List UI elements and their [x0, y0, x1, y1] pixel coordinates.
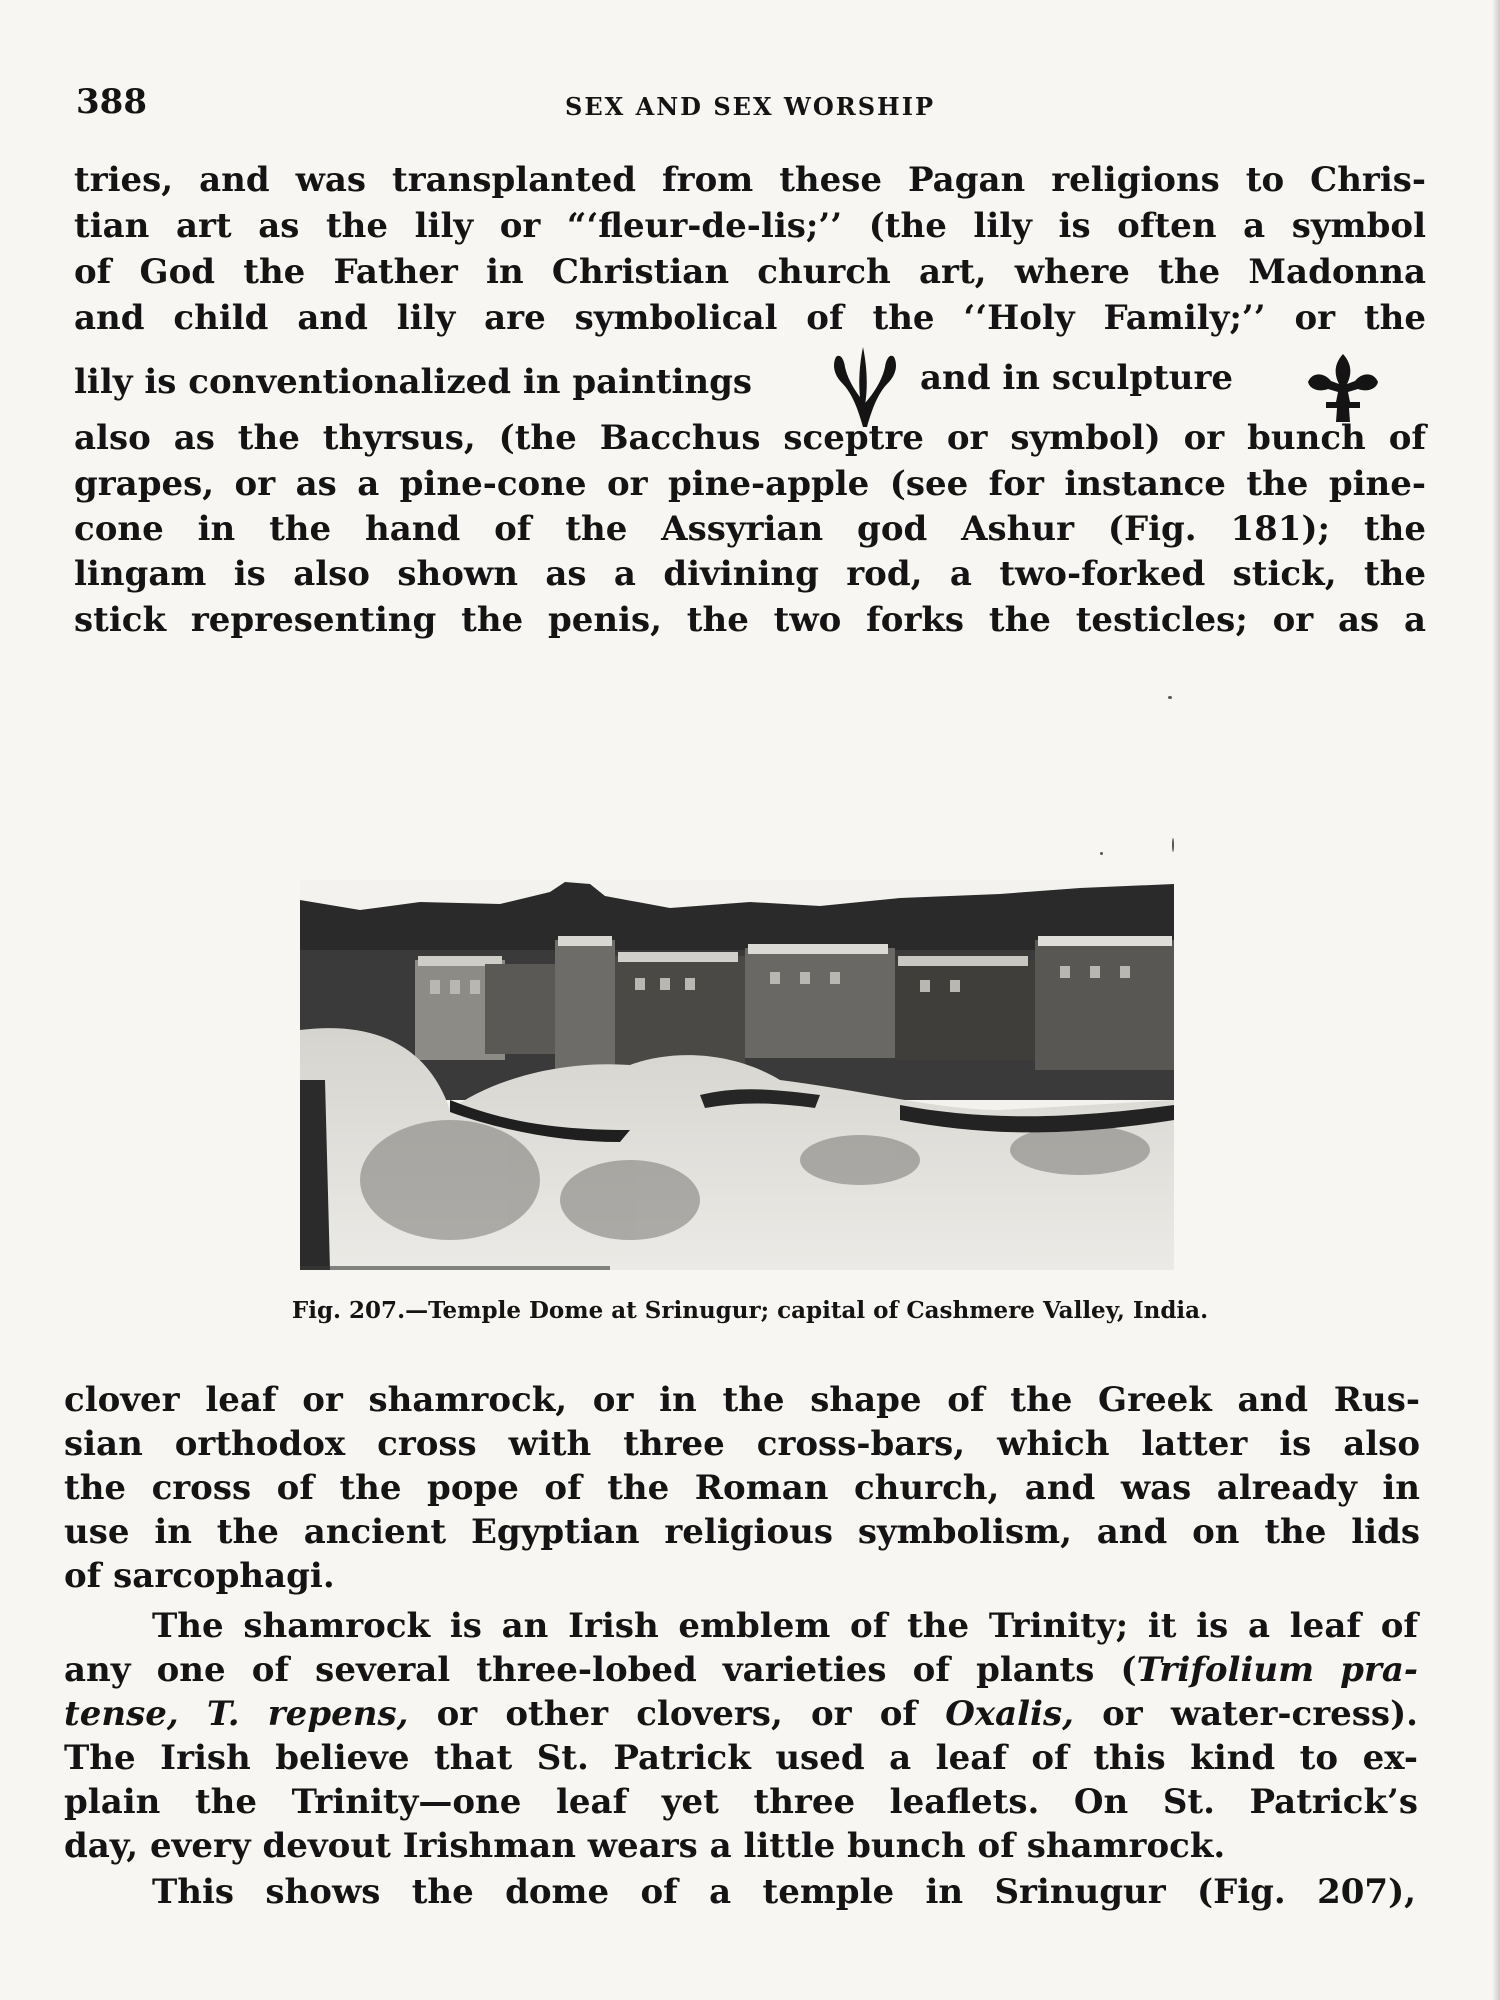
text-line-part: and in sculpture: [920, 358, 1234, 398]
figure-caption: Fig. 207.—Temple Dome at Srinugur; capital of Cashmere Valley, India.: [291, 1297, 1209, 1324]
text-line-part: lily is conventionalized in paintings: [74, 362, 753, 402]
italic-term: tense, T. repens,: [64, 1694, 409, 1734]
text-line: and child and lily are symbolical of the ‘‘Holy Family;’’ or the: [74, 298, 1426, 338]
text-run: any one of several three-lobed varieties of plants (: [64, 1650, 1137, 1690]
text-line: of God the Father in Christian church art, where the Madonna: [74, 252, 1426, 292]
text-line: tries, and was transplanted from these Pagan religions to Chris-: [74, 160, 1426, 200]
text-line: stick representing the penis, the two forks the testicles; or as a: [74, 600, 1426, 640]
text-run: or water-cress).: [1073, 1694, 1418, 1734]
scan-speck: [1100, 852, 1103, 855]
text-line: lingam is also shown as a divining rod, a two-forked stick, the: [74, 554, 1426, 594]
text-line: of sarcophagi.: [64, 1556, 335, 1596]
text-line: day, every devout Irishman wears a little bunch of shamrock.: [64, 1826, 1226, 1866]
text-line: [64, 1694, 1418, 1734]
text-line: The Irish believe that St. Patrick used a leaf of this kind to ex-: [64, 1738, 1418, 1778]
text-line: cone in the hand of the Assyrian god Ashur (Fig. 181); the: [74, 509, 1426, 549]
scan-speck: [1168, 696, 1172, 699]
text-line: [64, 1650, 1418, 1690]
italic-term: Oxalis,: [945, 1694, 1074, 1734]
page-number: 388: [76, 82, 147, 122]
text-line: tian art as the lily or “‘fleur-de-lis;’’ (the lily is often a symbol: [74, 206, 1426, 246]
text-line: sian orthodox cross with three cross-bars, which latter is also: [64, 1424, 1420, 1464]
text-line: plain the Trinity—one leaf yet three leaflets. On St. Patrick’s: [64, 1782, 1418, 1822]
scan-page-edge: [1492, 0, 1500, 2000]
text-line: clover leaf or shamrock, or in the shape of the Greek and Rus-: [64, 1380, 1420, 1420]
text-line: the cross of the pope of the Roman church, and was already in: [64, 1468, 1420, 1508]
text-line: This shows the dome of a temple in Srinugur (Fig. 207),: [152, 1872, 1416, 1912]
text-line: grapes, or as a pine-cone or pine-apple (see for instance the pine-: [74, 464, 1426, 504]
italic-term: Trifolium pra-: [1136, 1650, 1419, 1690]
figure-temple-dome-photo: [300, 880, 1174, 1270]
text-line: The shamrock is an Irish emblem of the Trinity; it is a leaf of: [152, 1606, 1418, 1646]
text-run: or other clovers, or of: [408, 1694, 946, 1734]
running-head: SEX AND SEX WORSHIP: [564, 92, 935, 121]
text-line: use in the ancient Egyptian religious symbolism, and on the lids: [64, 1512, 1420, 1552]
text-line: also as the thyrsus, (the Bacchus sceptre or symbol) or bunch of: [74, 418, 1426, 458]
scan-speck: [1172, 838, 1174, 852]
